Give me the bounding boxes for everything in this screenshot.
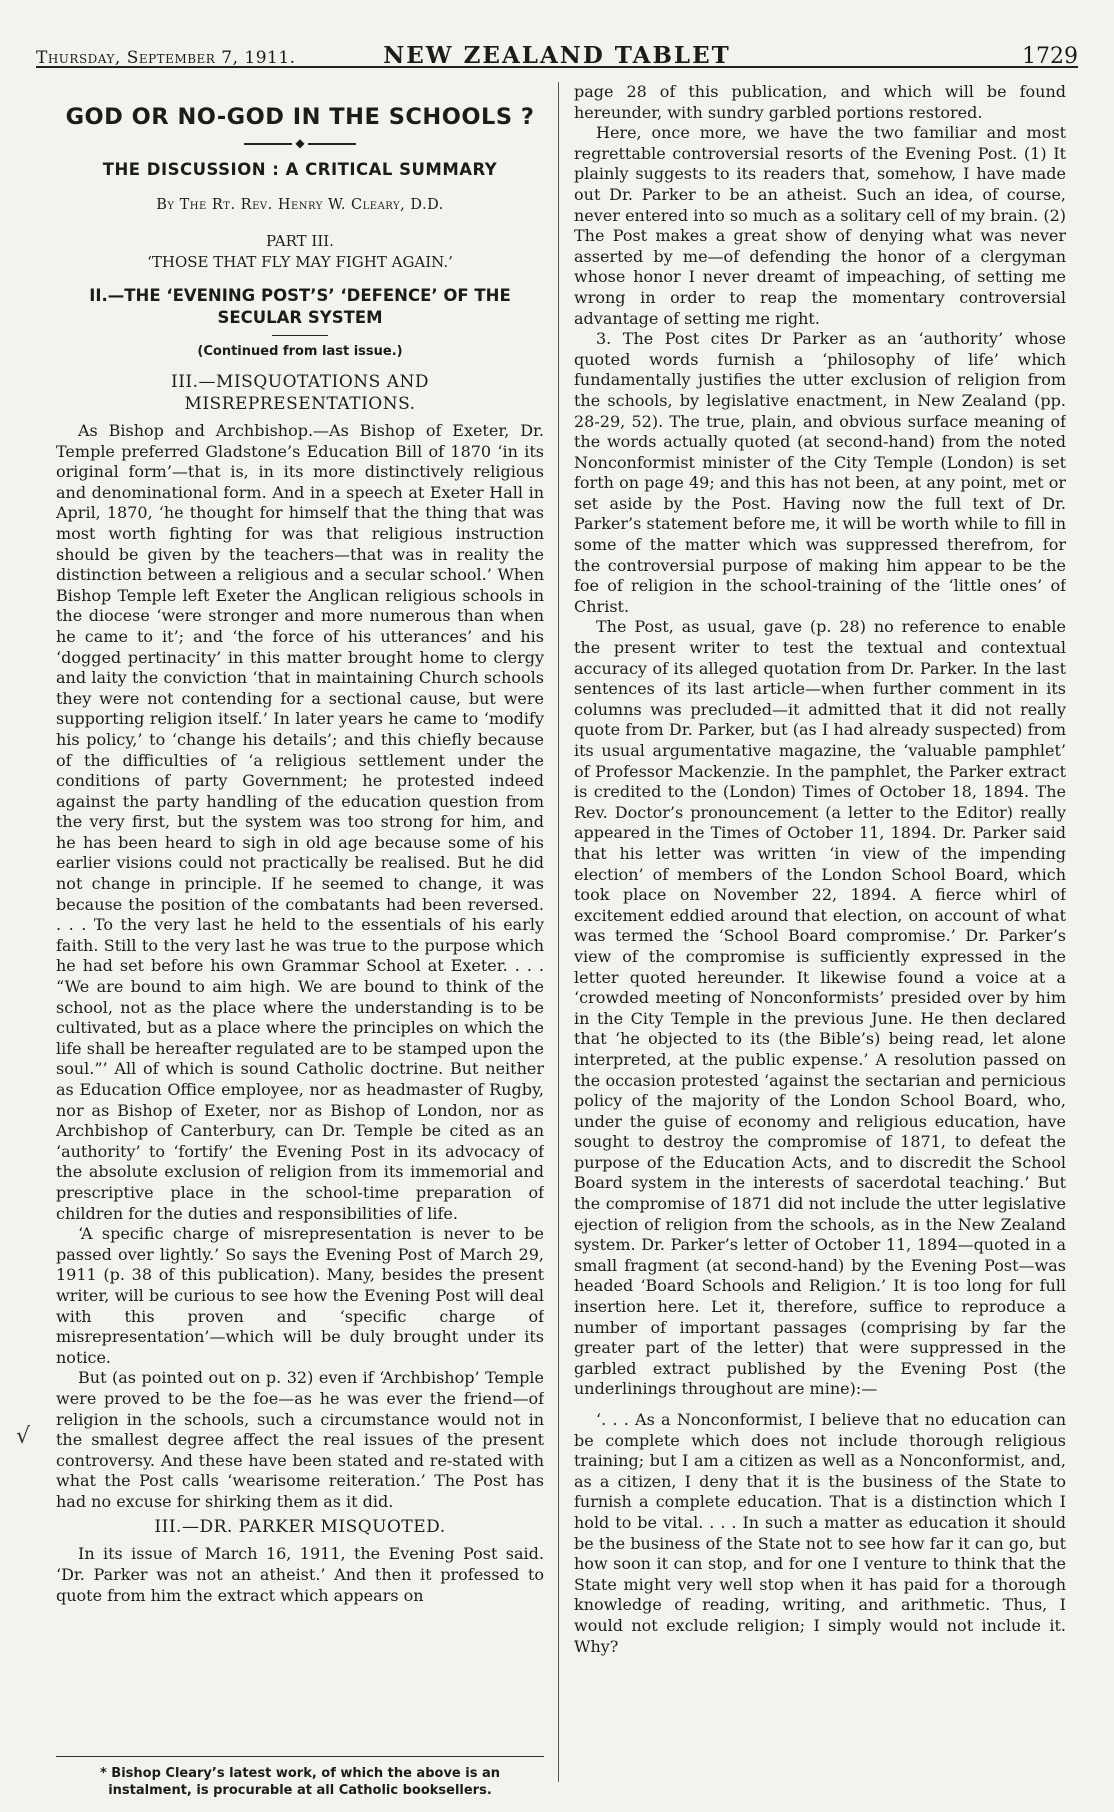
right-column	[574, 82, 1066, 1812]
paragraph-no-reference: The Post, as usual, gave (p. 28) no reference to enable the present writer to test the textual and contextual accuracy of its alleged quotation from Dr. Parker. In the last sentences of its last article—when further comment in its columns was precluded—it admitted that it did not really quote from Dr. Parker, but (as I had already suspected) from its usual argumentative magazine, the ‘valuable pamphlet’ of Professor Mackenzie. In the pamphlet, the Parker extract is credited to the (London) Times of October 18, 1894. The Rev. Doctor’s pronouncement (a letter to the Editor) really appeared in the Times of October 11, 1894. Dr. Parker said that his letter was written ‘in view of the impending election’ of members of the London School Board, which took place on November 22, 1894. A fierce whirl of excitement eddied around that election, on account of what was termed the ‘School Board compromise.’ Dr. Parker’s view of the compromise is sufficiently expressed in the letter quoted hereunder. It likewise found a voice at a ‘crowded meeting of Nonconformists’ presided over by him in the City Temple in the previous June. He then declared that ‘he objected to its (the Bible’s) being read, let alone interpreted, at the public expense.’ A resolution passed on the occasion protested ‘against the sectarian and pernicious policy of the majority of the London School Board, who, under the guise of economy and religious education, have sought to destroy the compromise of 1871, to defeat the purpose of the Education Acts, and to discredit the School Board system in the interests of sacerdotal teaching.’ But the compromise of 1871 did not include the utter legislative ejection of religion from the schools, as in the New Zealand system. Dr. Parker’s letter of October 11, 1894—quoted in a small fragment (at second-hand) by the Evening Post—was headed ‘Board Schools and Religion.’ It is too long for full insertion here. Let it, therefore, suffice to reproduce a number of important passages (comprising by far the greater part of the letter) that were suppressed in the garbled extract published by the Evening Post (the underlinings throughout are mine):—	[574, 617, 1066, 1399]
column-divider	[558, 82, 559, 1782]
page-number: 1729	[1022, 44, 1078, 69]
masthead	[36, 22, 1078, 68]
part-title: ‘THOSE THAT FLY MAY FIGHT AGAIN.’	[147, 253, 453, 271]
newspaper-title: NEW ZEALAND TABLET	[383, 42, 731, 69]
article-main-heading: GOD OR NO-GOD IN THE SCHOOLS ?	[65, 104, 535, 130]
heading-ornament: ◆	[56, 136, 544, 150]
paragraph-familiar-resorts: Here, once more, we have the two familiar and most regrettable controversial resorts of the Evening Post. (1) It plainly suggests to its readers that, somehow, I have made out Dr. Parker to be an atheist. Such an idea, of course, never entered into so much as a solitary cell of my brain. (2) The Post makes a great show of denying what was never asserted by me—of defending the honor of a clergyman whose honor I never dreamt of impeaching, of setting me wrong in order to reap the momentary controversial advantage of setting me right.	[574, 123, 1066, 328]
section-iii-heading: III.—MISQUOTATIONS AND MISREPRESENTATIONS.	[171, 372, 429, 414]
paragraph-specific-charge: ‘A specific charge of misrepresentation is never to be passed over lightly.’ So says the Evening Post of March 29, 1911 (p. 38 of this publication). Many, besides the present writer, will be curious to see how the Evening Post will deal with this proven and ‘specific charge of misrepresentation’—which will be duly brought under its notice.	[56, 1224, 544, 1367]
dr-parker-heading: III.—DR. PARKER MISQUOTED.	[154, 1517, 446, 1538]
left-column	[56, 82, 544, 1742]
paragraph-march-16: In its issue of March 16, 1911, the Evening Post said. ‘Dr. Parker was not an atheist.’ And then it professed to quote from him the extract which appears on	[56, 1544, 544, 1605]
paragraph-page-28: page 28 of this publication, and which will be found hereunder, with sundry garbled portions restored.	[574, 82, 1066, 122]
section-rule	[272, 335, 328, 336]
article-subheading: THE DISCUSSION : A CRITICAL SUMMARY	[102, 160, 498, 179]
paragraph-bishop-archbishop: As Bishop and Archbishop.—As Bishop of Exeter, Dr. Temple preferred Gladstone’s Education Bill of 1870 ‘in its original form’—that is, in its more distinctively religious and denominational form. And in a speech at Exeter Hall in April, 1870, ‘he thought for himself that the thing that was most worth fighting for was that religious instruction should be given by the teachers—that was in reality the distinction between a religious and a secular school.’ When Bishop Temple left Exeter the Anglican religious schools in the diocese ‘were stronger and more numerous than when he came to it’; and ‘the force of his utterances’ and his ‘dogged pertinacity’ in this matter brought home to clergy and laity the conviction ‘that in maintaining Church schools they were not contending for a sectional cause, but were supporting religion itself.’ In later years he came to ‘modify his policy,’ to ‘change his details’; and this chiefly because of the difficulties of ‘a religious settlement under the conditions of party Government; he protested indeed against the party handling of the education question from the very first, but the system was too strong for him, and he has been heard to sigh in old age because some of his earlier visions could not practically be realised. But he did not change in principle. If he seemed to change, it was because the position of the combatants had been reversed. . . . To the very last he held to the essentials of his early faith. Still to the very last he was true to the purpose which he had set before his own Grammar School at Exeter. . . . “We are bound to aim high. We are bound to think of the school, not as the place where the understanding is to be cultivated, but as a place where the principles on which the life shall be hereafter regulated are to be stamped upon the soul.”’ All of which is sound Catholic doctrine. But neither as Education Office employee, nor as headmaster of Rugby, nor as Bishop of Exeter, nor as Bishop of London, nor as Archbishop of Canterbury, can Dr. Temple be cited as an ‘authority’ to ‘fortify’ the Evening Post in its advocacy of the absolute exclusion of religion from its immemorial and prescriptive place in the school-time preparation of children for the duties and responsibilities of life.	[56, 421, 544, 1223]
paragraph-parker-authority: 3. The Post cites Dr Parker as an ‘authority’ whose quoted words furnish a ‘philosophy of life’ which fundamentally justifies the utter exclusion of religion from the schools, by legislative enactment, in New Zealand (pp. 28-29, 52). The true, plain, and obvious surface meaning of the words actually quoted (at second-hand) from the noted Nonconformist minister of the City Temple (London) is set forth on page 49; and this has not been, at any point, met or set aside by the Post. Having now the full text of Dr. Parker’s statement before me, it will be worth while to fill in some of the matter which was suppressed therefrom, for the controversial purpose of making him appear to be the foe of religion in the school-training of the ‘little ones’ of Christ.	[574, 329, 1066, 616]
margin-check-mark: √	[16, 1424, 31, 1449]
byline: By The Rt. Rev. Henry W. Cleary, D.D.	[156, 197, 444, 213]
parker-letter-quote: ‘. . . As a Nonconformist, I believe that no education can be complete which does not include thorough religious training; but I am a citizen as well as a Nonconformist, and, as a citizen, I deny that it is the business of the State to furnish a complete education. That is a distinction which I hold to be vital. . . . In such a matter as education it should be the business of the State not to see how far it can go, but how soon it can stop, and for one I venture to think that the State might very well stop when it has paid for a thorough knowledge of reading, writing, and arithmetic. Thus, I would not exclude religion; I simply would not include it. Why?	[574, 1410, 1066, 1656]
part-number: PART III.	[266, 232, 334, 250]
footnote: * Bishop Cleary’s latest work, of which the above is an instalment, is procurable at all Catholic booksellers.	[56, 1756, 544, 1799]
continued-note: (Continued from last issue.)	[197, 344, 403, 359]
section-heading: II.—THE ‘EVENING POST’S’ ‘DEFENCE’ OF THE SECULAR SYSTEM	[89, 286, 511, 327]
paragraph-temple-foe: But (as pointed out on p. 32) even if ‘Archbishop’ Temple were proved to be the foe—as he was ever the friend—of religion in the schools, such a circumstance would not in the smallest degree affect the real issues of the present controversy. And these have been stated and re-stated with what the Post calls ‘wearisome reiteration.’ The Post has had no excuse for shirking them as it did.	[56, 1368, 544, 1511]
issue-date: Thursday, September 7, 1911.	[36, 48, 296, 68]
